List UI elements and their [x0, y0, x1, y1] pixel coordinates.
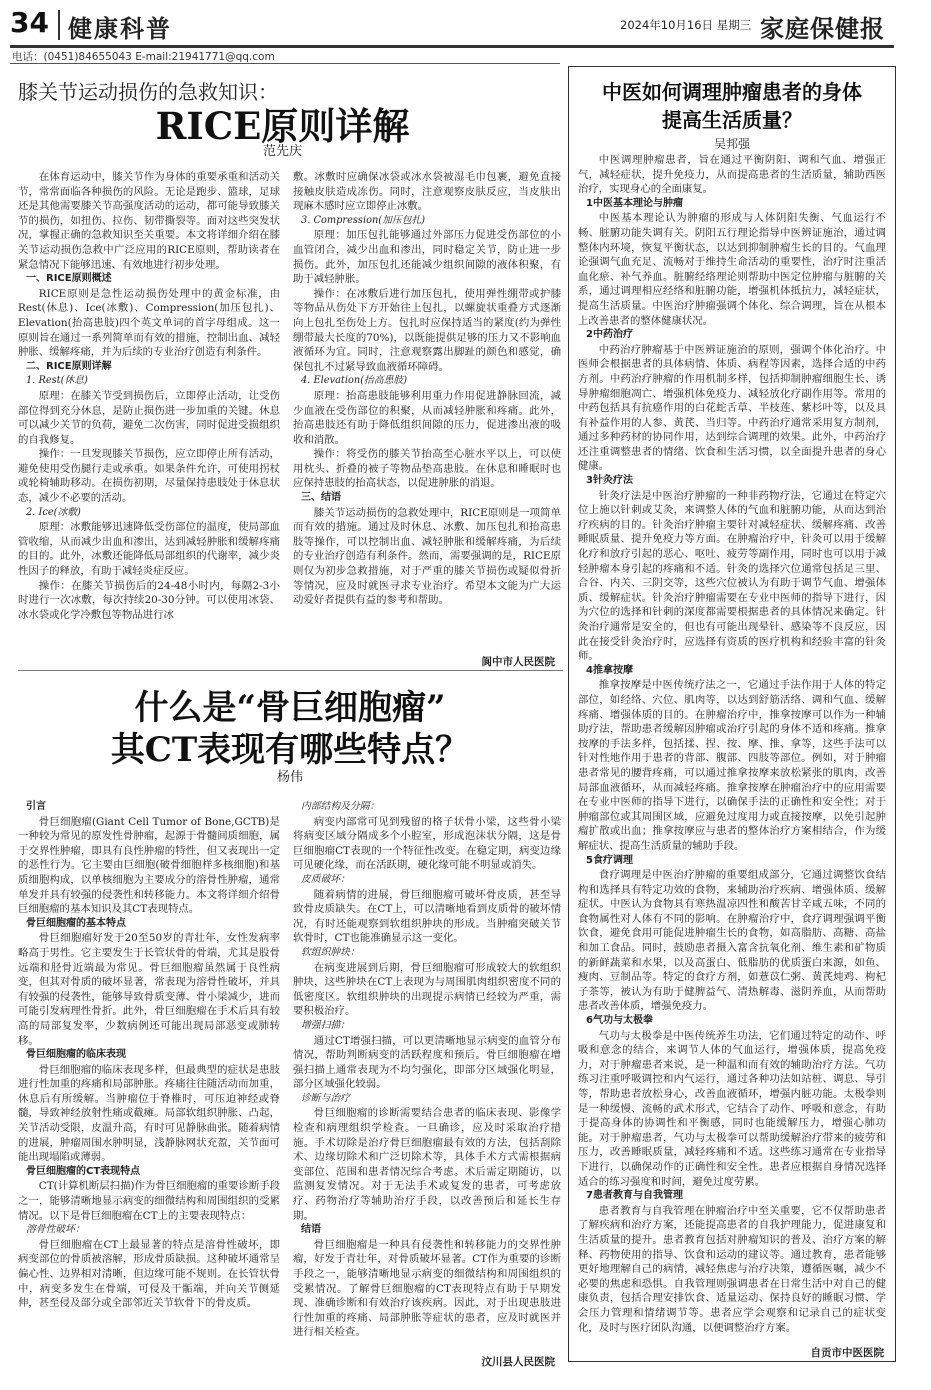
paragraph: RICE原则是急性运动损伤处理中的黄金标准，由Rest(休息)、Ice(冰敷)、Compression(加压包扎)、Elevation(抬高患肢)四个英文单词的首字母组成。这一原则旨在通过一系列简单而有效的措施，控制出血、减轻肿胀、缓解疼痛，并为后续的专业治疗创造有利条件。: [18, 287, 280, 359]
contact-line: 电话：(0451)84655043 E-mail:21941771@qq.com: [12, 51, 275, 63]
paragraph: 原理：在膝关节受到损伤后，立即停止活动，让受伤部位得到充分休息，是防止损伤进一步加重的关键。休息可以减少关节的负荷，避免二次伤害，同时促进受损组织的自我修复。: [18, 389, 280, 446]
paragraph: 原理：加压包扎能够通过外部压力促进受伤部位的小血管闭合，减少出血和渗出，同时稳定关节，防止进一步损伤。此外，加压包扎还能减少组织间隙的液体积聚，有助于减轻肿胀。: [293, 229, 561, 286]
subheading: 骨巨细胞瘤的CT表现特点: [26, 1165, 141, 1177]
paragraph: 随着病情的进展，骨巨细胞瘤可破坏骨皮质，甚至导致骨皮质缺失。在CT上，可以清晰地看到皮质骨的破坏情况，有时还能观察到软组织肿块的形成。当肿瘤突破关节软骨时，CT也能准确显示这一变化。: [293, 888, 561, 945]
item-heading: 1. Rest(休息): [26, 375, 88, 387]
paragraph: 操作：在膝关节损伤后的24-48小时内，每隔2-3小时进行一次冰敷，每次持续20-30分钟。可以使用冰袋、冰水袋或化学冷敷包等物品进行冰: [18, 579, 280, 621]
subheading: 4推拿按摩: [586, 664, 633, 676]
article3-author: 吴邦强: [713, 137, 750, 151]
item-heading: 4. Elevation(抬高患肢): [301, 375, 408, 387]
section-title: 健康科普: [68, 14, 172, 43]
article2-title-line2: 其CT表现有哪些特点？: [110, 730, 470, 770]
article-divider: [18, 670, 563, 671]
paragraph: 中医调理肿瘤患者，旨在通过平衡阴阳、调和气血、增强正气，减轻症状，提升免疫力，从而提高患者的生活质量，辅助西医治疗，实现身心的全面康复。: [578, 154, 886, 196]
paragraph: 在病变进展到后期，骨巨细胞瘤可形成较大的软组织肿块，这些肿块在CT上表现为与周围肌肉组织密度不同的低密度区。软组织肿块的出现提示病情已经较为严重，需要积极治疗。: [293, 961, 561, 1018]
paragraph: 膝关节运动损伤的急救处理中，RICE原则是一项简单而有效的措施。通过及时休息、冰敷、加压包扎和抬高患肢等操作，可以控制出血、减轻肿胀和缓解疼痛，为后续的专业治疗创造有利条件。然而，需要强调的是，RICE原则仅为初步急救措施，对于严重的膝关节损伤或疑似骨折等情况，应及时就医寻求专业治疗。希望本文能为广大运动爱好者提供有益的参考和帮助。: [293, 506, 561, 607]
paragraph: 骨巨细胞瘤好发于20至50岁的青壮年，女性发病率略高于男性。它主要发生于长管状骨的骨端，尤其是股骨远端和胫骨近端最为常见。骨巨细胞瘤虽然属于良性病变，但其对骨质的破坏显著，常表现为溶骨性破坏，并具有较强的侵袭性，能够导致骨质变薄、骨小梁减少，进而可能引发病理性骨折。此外，骨巨细胞瘤在手术后具有较高的局部复发率，少数病例还可能出现局部恶变或肺转移。: [18, 932, 280, 1047]
subheading: 1中医基本理论与肿瘤: [586, 197, 683, 209]
header-rule: [10, 45, 894, 48]
paragraph: 患者教育与自我管理在肿瘤治疗中至关重要，它不仅帮助患者了解疾病和治疗方案，还能提高患者的自我护理能力，促进康复和生活质量的提升。患者教育包括对肿瘤知识的普及、治疗方案的解释、药物使用的指导、饮食和运动的建议等。通过教育，患者能够更好地理解自己的病情，减轻焦虑与治疗决策，遵循医嘱，减少不必要的焦虑和恐惧。自我管理则强调患者在日常生活中对自己的健康负责，包括合理安排饮食、适量运动、保持良好的睡眠习惯、学会压力管理和情绪调节等。患者应学会观察和记录自己的症状变化，及时与医疗团队沟通，以便调整治疗方案。: [578, 1204, 886, 1334]
paragraph: 中药治疗肿瘤基于中医辨证施治的原则，强调个体化治疗。中医师会根据患者的具体病情、体质、病程等因素，选择合适的中药方剂。中药治疗肿瘤的作用机制多样，包括抑制肿瘤细胞生长、诱导肿瘤细胞凋亡、增强机体免疫力、减轻放化疗副作用等。常用的中药包括具有抗癌作用的白花蛇舌草、半枝莲、紫杉叶等，以及具有补益作用的人参、黄芪、当归等。中药治疗通常采用复方制剂，通过多种药材的协同作用，达到综合调理的效果。此外，中药治疗还注重调整患者的情绪、饮食和生活习惯，以全面提升患者的身心健康。: [578, 343, 886, 473]
article2-title-line1: 什么是“骨巨细胞瘤”: [134, 688, 446, 728]
header-divider: [58, 10, 60, 40]
item-heading: 3. Compression(加压包扎): [301, 214, 426, 226]
subheading: 骨巨细胞瘤的临床表现: [26, 1049, 126, 1061]
subheading: 结语: [301, 1224, 321, 1236]
paragraph: 针灸疗法是中医治疗肿瘤的一种非药物疗法，它通过在特定穴位上施以针刺或艾灸，来调整人体的气血和脏腑功能，从而达到治疗疾病的目的。针灸治疗肿瘤主要针对减轻症状、缓解疼痛、改善睡眠质量、提升免疫力等方面。在肿瘤治疗中，针灸可以用于缓解化疗和放疗引起的恶心、呕吐、疲劳等副作用，同时也可以用于减轻肿瘤本身引起的疼痛和不适。针灸的选择穴位通常包括足三里、合谷、内关、三阴交等，这些穴位被认为有助于调节气血、增强体质、缓解症状。针灸治疗肿瘤需要在专业中医师的指导下进行，因为穴位的选择和针刺的深度都需要根据患者的具体情况来确定。针灸治疗通常是安全的，但也有可能出现晕针、感染等不良反应，因此在接受针灸治疗时，应选择有资质的医疗机构和经验丰富的针灸师。: [578, 489, 886, 663]
article3-affiliation: 自贡市中医医院: [810, 1347, 884, 1359]
subheading: 3针灸疗法: [586, 475, 633, 487]
item-heading: 内部结构及分隔：: [301, 801, 380, 812]
paragraph: 气功与太极拳是中医传统养生功法，它们通过特定的动作、呼吸和意念的结合，来调节人体的气血运行，增强体质，提高免疫力，对于肿瘤患者来说，是一种温和而有效的辅助治疗方法。气功练习注重呼吸调控和内气运行，通过各种功法如站桩、调息、导引等，帮助患者放松身心，改善血液循环，增强内脏功能。太极拳则是一种缓慢、流畅的武术形式，它结合了动作、呼吸和意念，有助于提高身体的协调性和平衡感，同时也能缓解压力，增强心肺功能。对于肿瘤患者，气功与太极拳可以帮助缓解治疗带来的疲劳和压力，改善睡眠质量，减轻疼痛和不适。这些练习通常在专业指导下进行，以确保动作的正确性和安全性。患者应根据自身情况选择适合的练习强度和时间，避免过度劳累。: [578, 1029, 886, 1188]
paragraph: 中医基本理论认为肿瘤的形成与人体阴阳失衡、气血运行不畅、脏腑功能失调有关。阴阳五行理论指导中医辨证施治，通过调整体内环境，恢复平衡状态，以达到抑制肿瘤生长的目的。气血理论强调气血充足、流畅对于维持生命活动的重要性，治疗时注重活血化瘀、补气养血。脏腑经络理论则帮助中医定位肿瘤与脏腑的关系，通过调理相应经络和脏腑功能，增强机体抵抗力，减轻症状，提高生活质量。中医治疗肿瘤强调个体化、综合调理，旨在从根本上改善患者的整体健康状况。: [578, 212, 886, 327]
item-heading: 增强扫描：: [301, 1019, 350, 1031]
paragraph: 骨巨细胞瘤的诊断需要结合患者的临床表现、影像学检查和病理组织学检查。一旦确诊，应及时采取治疗措施。手术切除是治疗骨巨细胞瘤最有效的方法，包括刮除术、边缘切除术和广泛切除术等，具体手术方式需根据病变部位、范围和患者情况综合考虑。术后需定期随访，以监测复发情况。对于无法手术或复发的患者，可考虑放疗、药物治疗等辅助治疗手段，以改善预后和延长生存期。: [293, 1107, 561, 1222]
item-heading: 诊断与治疗: [301, 1092, 350, 1104]
paragraph: 食疗调理是中医治疗肿瘤的重要组成部分，它通过调整饮食结构和选择具有特定功效的食物，来辅助治疗疾病、增强体质、缓解症状。中医认为食物具有寒热温凉四性和酸苦甘辛咸五味，不同的食物属性对人体有不同的影响。在肿瘤治疗中，食疗调理强调平衡饮食，避免食用可能促进肿瘤生长的食物，如高脂肪、高糖、高盐和加工食品。同时，鼓励患者摄入富含抗氧化剂、维生素和矿物质的新鲜蔬菜和水果，以及高蛋白、低脂肪的优质蛋白来源，如鱼、瘦肉、豆制品等。特定的食疗方剂，如薏苡仁粥、黄芪炖鸡、枸杞子茶等，被认为有助于健脾益气、清热解毒、滋阴养血，从而帮助患者改善体质，增强免疫力。: [578, 869, 886, 1013]
article1-author: 范先庆: [262, 144, 302, 159]
item-heading: 皮质破坏：: [301, 873, 350, 885]
article1-affiliation: 阆中市人民医院: [481, 656, 555, 668]
article2-column-2: [293, 800, 561, 1340]
article3-title-line2: 提高生活质量？: [662, 108, 802, 132]
paragraph: 在体育运动中，膝关节作为身体的重要承重和活动关节，常常面临各种损伤的风险。无论是跑步、篮球，足球还是其他需要膝关节高强度活动的运动，都可能导致膝关节的损伤，如扭伤、拉伤、韧带撕裂等。面对这些突发状况，掌握正确的急救知识至关重要。本文将详细介绍在膝关节运动损伤急救中广泛应用的RICE原则，帮助读者在紧急情况下能够迅速、有效地进行初步处理。: [18, 171, 280, 271]
paragraph: 骨巨细胞瘤在CT上最显著的特点是溶骨性破坏，即病变部位的骨质被溶解，形成骨质缺损。这种破坏通常呈偏心性、边界相对清晰，但边缘可能不规则。在长管状骨中，病变多发生在骨端，可侵及干骺端，并向关节侧延伸，甚至侵及部分或全部邻近关节软骨下的骨皮质。: [18, 1238, 280, 1310]
paragraph: 原理：抬高患肢能够利用重力作用促进静脉回流，减少血液在受伤部位的积聚，从而减轻肿胀和疼痛。此外，抬高患肢还有助于降低组织间隙的压力，促进渗出液的吸收和消散。: [293, 389, 561, 446]
article2-affiliation: 汶川县人民医院: [481, 1356, 555, 1368]
subheading: 2中药治疗: [586, 329, 633, 341]
paper-name: 家庭保健报: [760, 14, 885, 43]
item-heading: 溶骨性破坏：: [26, 1224, 85, 1236]
paragraph: CT(计算机断层扫描)作为骨巨细胞瘤的重要诊断手段之一，能够清晰地显示病变的细微结构和周围组织的受累情况。以下是骨巨细胞瘤在CT上的主要表现特点：: [18, 1180, 280, 1222]
paragraph: 原理：冰敷能够迅速降低受伤部位的温度，使局部血管收缩，从而减少出血和渗出，达到减轻肿胀和缓解疼痛的目的。此外，冰敷还能降低局部组织的代谢率，减少炎性因子的释放，有助于减轻炎症反应。: [18, 521, 280, 578]
item-heading: 软组织肿块：: [301, 946, 360, 958]
subheading: 二、RICE原则详解: [26, 360, 112, 372]
page-number: 34: [10, 6, 49, 39]
article1-kicker: 膝关节运动损伤的急救知识：: [18, 80, 278, 104]
article1-column-2: [293, 170, 561, 608]
paragraph: 敷。冰敷时应确保冰袋或冰水袋被湿毛巾包裹，避免直接接触皮肤造成冻伤。同时，注意观察皮肤反应，当皮肤出现麻木感时应立即停止冰敷。: [293, 171, 561, 213]
subheading: 一、RICE原则概述: [26, 273, 112, 285]
paragraph: 骨巨细胞瘤的临床表现多样，但最典型的症状是患肢进行性加重的疼痛和局部肿胀。疼痛往往随活动而加重，休息后有所缓解。当肿瘤位于脊椎时，可压迫神经或脊髓，导致神经放射性痛或截瘫。局部软组织肿胀、凸起，关节活动受限，皮温升高，有时可见静脉曲张。随着病情的进展，肿瘤周围水肿明显，浅静脉网状充盈，关节面可能出现塌陷或薄弱。: [18, 1063, 280, 1164]
paragraph: 骨巨细胞瘤是一种具有侵袭性和转移能力的交界性肿瘤，好发于青壮年，对骨质破坏显著。CT作为重要的诊断手段之一，能够清晰地显示病变的细微结构和周围组织的受累情况。了解骨巨细胞瘤的CT表现特点有助于早期发现、准确诊断和有效治疗该疾病。因此，对于出现患肢进行性加重的疼痛、局部肿胀等症状的患者，应及时就医并进行相关检查。: [293, 1238, 561, 1339]
article3-body: [578, 153, 886, 1335]
item-heading: 2. Ice(冰敷): [26, 506, 81, 518]
paragraph: 操作：将受伤的膝关节抬高至心脏水平以上，可以使用枕头、折叠的被子等物品垫高患肢。在休息和睡眠时也应保持患肢的抬高状态，以促进肿胀的消退。: [293, 448, 561, 490]
article1-column-1: [18, 170, 280, 622]
subheading: 骨巨细胞瘤的基本特点: [26, 917, 126, 929]
article1-title: RICE原则详解: [155, 104, 410, 148]
paragraph: 病变内部常可见到残留的格子状骨小梁，这些骨小梁将病变区域分隔成多个小腔室，形成泡沫状分隔，这是骨巨细胞瘤CT表现的一个特征性改变。在稳定期，病变边缘可见硬化缘，而在活跃期，硬化缘可能不明显或消失。: [293, 815, 561, 872]
paragraph: 骨巨细胞瘤(Giant Cell Tumor of Bone,GCTB)是一种较为常见的原发性骨肿瘤，起源于骨髓间质细胞，属于交界性肿瘤，即具有良性肿瘤的特性，但又表现出一定的恶性行为。它主要由巨细胞(破骨细胞样多核细胞)和基质细胞构成，以单核细胞为主要成分的溶骨性肿瘤，通常单发并具有较强的侵袭性和转移能力。本文将详细介绍骨巨细胞瘤的基本知识及其CT表现特点。: [18, 815, 280, 916]
contact-rule: [10, 63, 560, 64]
paragraph: 通过CT增强扫描，可以更清晰地显示病变的血管分布情况，帮助判断病变的活跃程度和预后。骨巨细胞瘤在增强扫描上通常表现为不均匀强化，即部分区域强化明显，部分区域强化较弱。: [293, 1034, 561, 1091]
paragraph: 操作：在冰敷后进行加压包扎，使用弹性绷带或护膝等物品从伤处下方开始往上包扎，以螺旋状重叠方式逐渐向上包扎至伤处上方。包扎时应保持适当的紧度(约为弹性绷带最大长度的70%)，以既能提供足够的压力又不影响血液循环为宜。同时，注意观察露出脚趾的颜色和感觉，确保包扎不过紧导致血液循环障碍。: [293, 287, 561, 373]
subheading: 引言: [26, 801, 46, 812]
article3-title-line1: 中医如何调理肿瘤患者的身体: [602, 80, 862, 104]
subheading: 6气功与太极拳: [586, 1015, 653, 1027]
issue-date: 2024年10月16日 星期三: [620, 18, 752, 32]
paragraph: 操作：一旦发现膝关节损伤，应立即停止所有活动，避免使用受伤腿行走或承重。如果条件允许，可使用拐杖或轮椅辅助移动。在损伤初期，尽量保持患肢处于休息状态，减少不必要的活动。: [18, 448, 280, 505]
subheading: 5食疗调理: [586, 854, 633, 866]
subheading: 三、结语: [301, 492, 341, 504]
paragraph: 推拿按摩是中医传统疗法之一，它通过手法作用于人体的特定部位，如经络、穴位、肌肉等，以达到舒筋活络、调和气血、缓解疼痛、增强体质的目的。在肿瘤治疗中，推拿按摩可以作为一种辅助疗法，帮助患者缓解因肿瘤或治疗引起的身体不适和疼痛。推拿按摩的手法多样，包括揉、捏、按、摩、推、拿等，这些手法可以针对性地作用于患者的背部、腹部、四肢等部位。例如，对于肿瘤患者常见的腰背疼痛，可以通过推拿按摩来放松紧张的肌肉，改善局部血液循环，从而减轻疼痛。推拿按摩在肿瘤治疗中的应用需要在专业中医师的指导下进行，以确保手法的正确性和安全性；对于肿瘤部位或其周围区域，应避免过度用力或直接按摩，以免引起肿瘤扩散或出血；推拿按摩应与患者的整体治疗方案相结合，作为缓解症状、提高生活质量的辅助手段。: [578, 679, 886, 852]
article2-author: 杨伟: [276, 770, 303, 785]
subheading: 7患者教育与自我管理: [586, 1190, 683, 1202]
article2-column-1: [18, 800, 280, 1311]
